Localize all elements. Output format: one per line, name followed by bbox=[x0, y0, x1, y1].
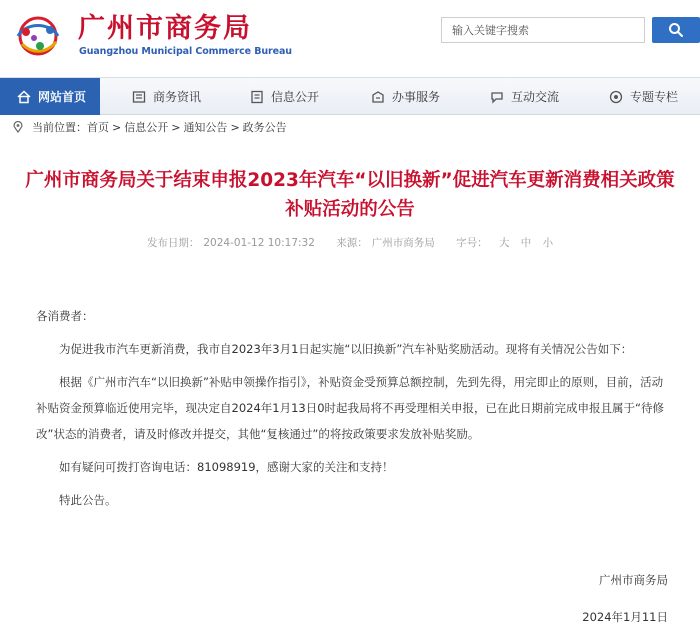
nav-item-label: 信息公开 bbox=[271, 90, 320, 104]
nav-item-topics[interactable] bbox=[608, 78, 678, 115]
breadcrumb-item-notices[interactable]: 通知公告 bbox=[183, 121, 228, 134]
signature-date: 2024年1月11日 bbox=[582, 610, 668, 624]
paragraph: 如有疑问可拨打咨询电话：81098919，感谢大家的关注和支持！ bbox=[59, 460, 394, 474]
nav-item-label: 商务资讯 bbox=[153, 90, 202, 104]
salutation: 各消费者： bbox=[36, 309, 94, 323]
site-name-english: Guangzhou Municipal Commerce Bureau bbox=[79, 46, 292, 57]
service-icon bbox=[370, 89, 386, 105]
main-nav bbox=[0, 77, 700, 115]
article-meta bbox=[0, 235, 700, 250]
search-button[interactable] bbox=[652, 17, 700, 43]
article-body bbox=[36, 303, 668, 513]
breadcrumb-separator: > bbox=[112, 120, 122, 134]
document-icon bbox=[249, 89, 265, 105]
source-value: 广州市商务局 bbox=[371, 237, 435, 249]
nav-item-services[interactable] bbox=[370, 78, 440, 115]
breadcrumb-separator: > bbox=[230, 120, 240, 134]
nav-item-label: 互动交流 bbox=[511, 90, 560, 104]
breadcrumb-separator: > bbox=[171, 120, 181, 134]
paragraph: 根据《广州市汽车“以旧换新”补贴申领操作指引》，补贴资金受预算总额控制，先到先得，用完即止的原则，目前，活动补贴资金预算临近使用完毕，现决定自2024年1月13日0时起我局将不再受理相关申报，已在此日期前完成申报且属于“待修改”状态的消费者，请及时修改并提交，其他“复核通过”的将按政策要求发放补贴奖励。 bbox=[36, 375, 664, 441]
search-box bbox=[441, 17, 645, 43]
nav-item-label: 专题专栏 bbox=[630, 90, 679, 104]
location-pin-icon bbox=[12, 121, 24, 133]
breadcrumb-item-home[interactable]: 首页 bbox=[87, 121, 109, 134]
home-icon bbox=[16, 89, 32, 105]
nav-item-info-disclosure[interactable] bbox=[249, 78, 319, 115]
nav-item-label: 网站首页 bbox=[38, 90, 87, 104]
article-title: 广州市商务局关于结束申报2023年汽车“以旧换新”促进汽车更新消费相关政策补贴活动的公告 bbox=[25, 170, 675, 220]
bureau-logo-icon[interactable] bbox=[12, 14, 64, 58]
source-label: 来源： bbox=[336, 237, 368, 249]
nav-item-home[interactable] bbox=[0, 78, 100, 115]
breadcrumb-item-info[interactable]: 信息公开 bbox=[124, 121, 169, 134]
news-icon bbox=[131, 89, 147, 105]
paragraph: 特此公告。 bbox=[59, 493, 117, 507]
publish-date: 2024-01-12 10:17:32 bbox=[203, 237, 315, 249]
nav-item-interaction[interactable] bbox=[489, 78, 559, 115]
breadcrumb bbox=[12, 118, 287, 136]
site-header bbox=[0, 0, 700, 76]
font-size-small-button[interactable]: 小 bbox=[542, 237, 554, 249]
nav-item-label: 办事服务 bbox=[392, 90, 441, 104]
search-input[interactable] bbox=[442, 18, 644, 42]
breadcrumb-item-announcements[interactable]: 政务公告 bbox=[242, 121, 287, 134]
search-icon bbox=[668, 22, 684, 38]
site-name[interactable]: 广州市商务局 bbox=[78, 13, 252, 44]
paragraph: 为促进我市汽车更新消费，我市自2023年3月1日起实施“以旧换新”汽车补贴奖励活动。现将有关情况公告如下： bbox=[59, 342, 633, 356]
font-size-medium-button[interactable]: 中 bbox=[520, 237, 532, 249]
font-size-large-button[interactable]: 大 bbox=[498, 237, 510, 249]
font-size-label: 字号： bbox=[456, 237, 488, 249]
publish-date-label: 发布日期： bbox=[146, 237, 200, 249]
breadcrumb-prefix: 当前位置： bbox=[32, 121, 87, 134]
chat-icon bbox=[489, 89, 505, 105]
topic-icon bbox=[608, 89, 624, 105]
signature-organization: 广州市商务局 bbox=[599, 573, 668, 587]
nav-item-news[interactable] bbox=[131, 78, 201, 115]
